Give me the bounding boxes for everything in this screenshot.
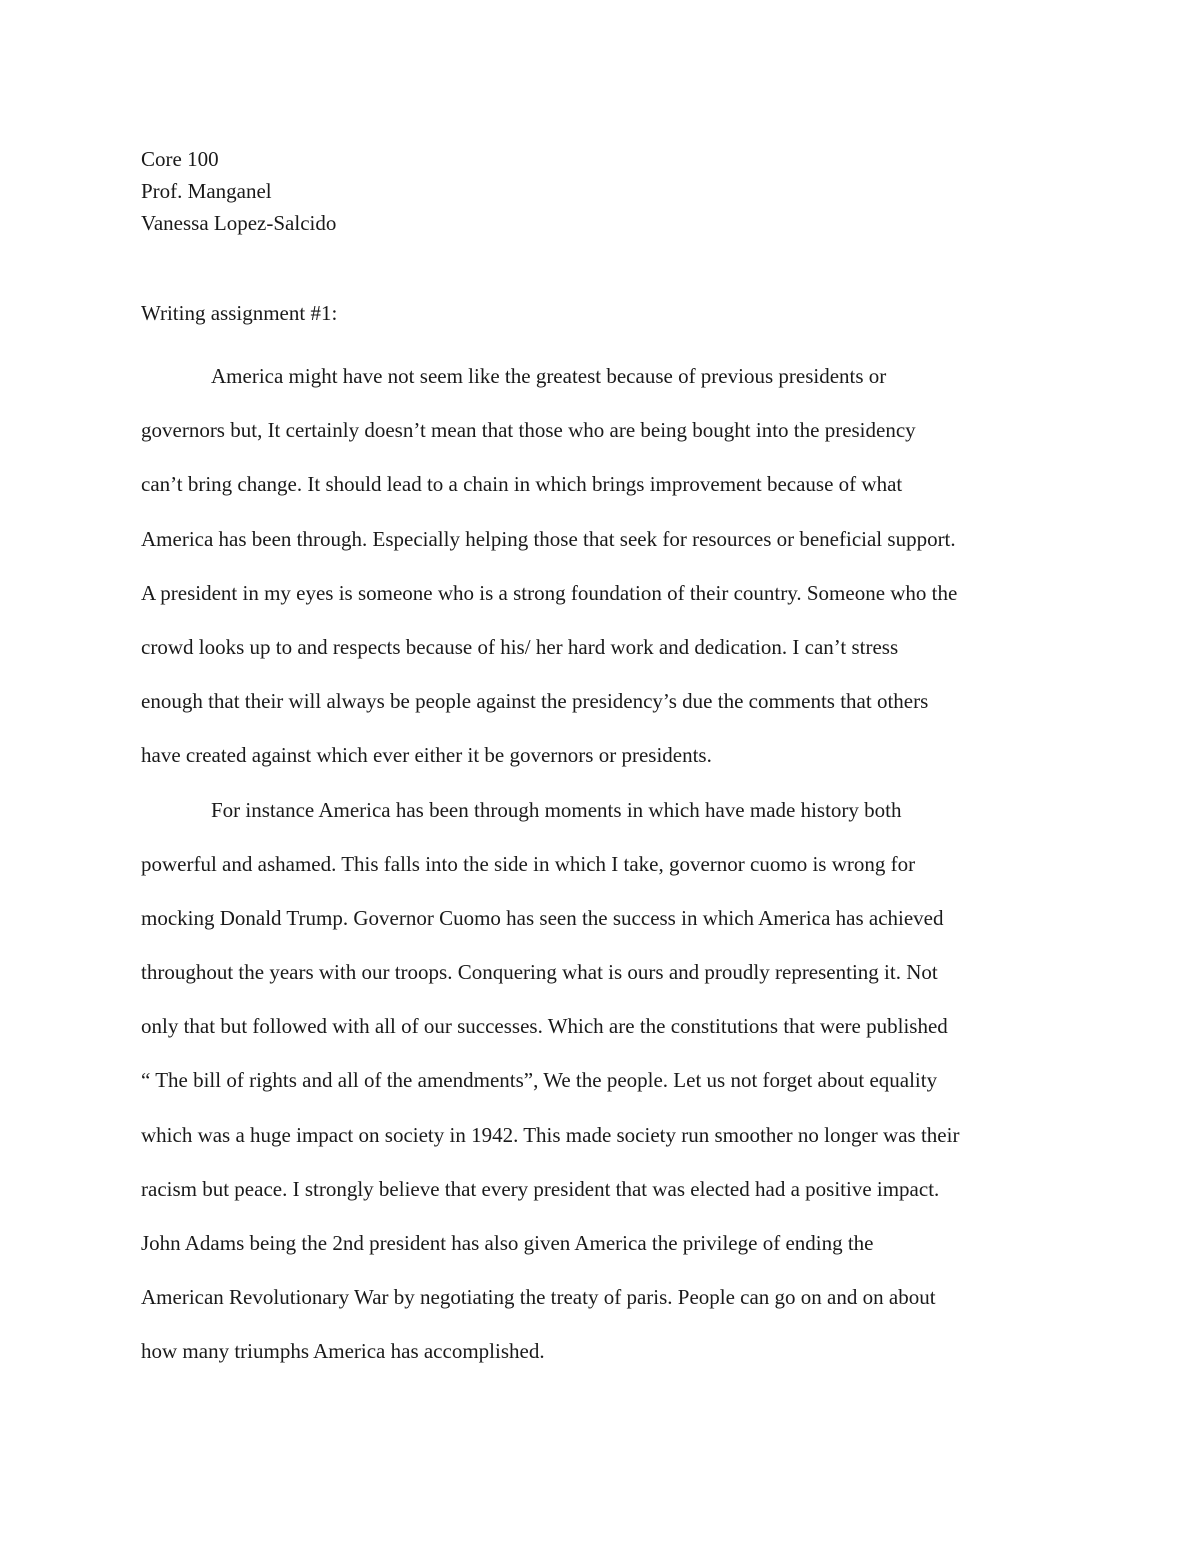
course-name: Core 100 xyxy=(141,147,219,171)
paragraph-2-line: how many triumphs America has accomplished. xyxy=(141,1339,545,1364)
paragraph-2-line: racism but peace. I strongly believe that every president that was elected had a positive impact. xyxy=(141,1176,940,1201)
paragraph-1-line: have created against which ever either it be governors or presidents. xyxy=(141,743,712,768)
paragraph-1-line: enough that their will always be people against the presidency’s due the comments that others xyxy=(141,689,929,714)
paragraph-1-line: America might have not seem like the greatest because of previous presidents or xyxy=(211,364,887,388)
paragraph-2-line: American Revolutionary War by negotiating the treaty of paris. People can go on and on about xyxy=(141,1285,936,1310)
paragraph-2-line: For instance America has been through moments in which have made history both xyxy=(211,797,902,822)
paragraph-1-line: A president in my eyes is someone who is a strong foundation of their country. Someone who the xyxy=(141,580,958,605)
essay-body xyxy=(141,356,1066,1386)
paragraph-2-line: “ The bill of rights and all of the amendments”, We the people. Let us not forget about equality xyxy=(141,1068,938,1093)
paragraph-1-line: crowd looks up to and respects because of his/ her hard work and dedication. I can’t stress xyxy=(141,634,899,659)
assignment-title: Writing assignment #1: xyxy=(141,301,338,325)
paragraph-1-line: governors but, It certainly doesn’t mean that those who are being bought into the presidency xyxy=(141,418,916,443)
paragraph-2-line: John Adams being the 2nd president has also given America the privilege of ending the xyxy=(141,1231,874,1255)
document-header xyxy=(141,143,1061,239)
paragraph-2-line: only that but followed with all of our successes. Which are the constitutions that were published xyxy=(141,1014,948,1039)
professor-name: Prof. Manganel xyxy=(141,179,272,203)
paragraph-2-line: powerful and ashamed. This falls into the side in which I take, governor cuomo is wrong for xyxy=(141,851,916,876)
paragraph-1-line: can’t bring change. It should lead to a chain in which brings improvement because of what xyxy=(141,472,903,497)
paragraph-2-line: throughout the years with our troops. Conquering what is ours and proudly representing it. Not xyxy=(141,960,938,985)
paragraph-2-line: mocking Donald Trump. Governor Cuomo has seen the success in which America has achieved xyxy=(141,905,944,930)
paragraph-2-line: which was a huge impact on society in 1942. This made society run smoother no longer was their xyxy=(141,1122,960,1147)
paragraph-1-line: America has been through. Especially helping those that seek for resources or beneficial support. xyxy=(141,526,956,551)
student-name: Vanessa Lopez-Salcido xyxy=(141,211,337,235)
